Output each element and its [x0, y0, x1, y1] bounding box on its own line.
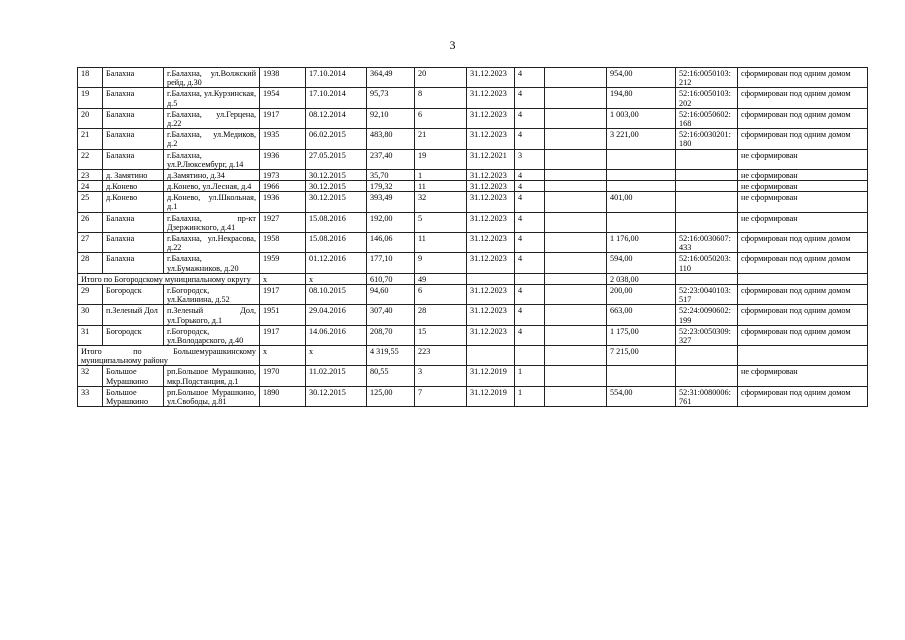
cadastral-number-cell [676, 192, 738, 212]
blank-cell-cell [545, 108, 607, 128]
register-table-body [78, 68, 868, 407]
table-row [78, 253, 868, 273]
area-cell: 35,70 [367, 169, 415, 180]
address-cell: г.Балахна, ул.Волжский рейд, д.30 [164, 68, 260, 88]
blank-cell-cell [545, 149, 607, 169]
land-plot-status-cell: не сформирован [738, 366, 868, 386]
subtotal-label-cell: Итого по Большемурашкинскому муниципальному району [78, 346, 260, 366]
recognition-date-cell: 17.10.2014 [306, 88, 367, 108]
settlement-cell: Балахна [103, 233, 164, 253]
stage-cell: 4 [515, 129, 545, 149]
cadastral-number-cell [676, 346, 738, 366]
recognition-date-cell: 06.02.2015 [306, 129, 367, 149]
build-year-cell: 1935 [260, 129, 306, 149]
settlement-cell: д. Замятино [103, 169, 164, 180]
address-cell: рп.Большое Мурашкино, ул.Свободы, д.81 [164, 386, 260, 406]
recognition-date-cell: 30.12.2015 [306, 386, 367, 406]
settlement-cell: Богородск [103, 284, 164, 304]
residents-count-cell: 15 [415, 325, 467, 345]
stage-cell: 4 [515, 181, 545, 192]
row-number-cell: 29 [78, 284, 103, 304]
cadastral-number-cell: 52:16:0050103:212 [676, 68, 738, 88]
recognition-date-cell: 08.12.2014 [306, 108, 367, 128]
residents-count-cell: 20 [415, 68, 467, 88]
resettlement-deadline-cell: 31.12.2023 [467, 129, 515, 149]
cadastral-number-cell [676, 273, 738, 284]
table-row [78, 192, 868, 212]
table-row [78, 88, 868, 108]
residents-count-cell: 28 [415, 305, 467, 325]
stage-cell: 4 [515, 68, 545, 88]
settlement-cell: Большое Мурашкино [103, 386, 164, 406]
build-year-cell: 1890 [260, 386, 306, 406]
build-year-cell: 1959 [260, 253, 306, 273]
area-cell: 95,73 [367, 88, 415, 108]
blank-cell-cell [545, 88, 607, 108]
resettlement-deadline-cell [467, 273, 515, 284]
table-row [78, 68, 868, 88]
row-number-cell: 27 [78, 233, 103, 253]
area-cell: 146,06 [367, 233, 415, 253]
table-row [78, 233, 868, 253]
build-year-cell: 1973 [260, 169, 306, 180]
table-row [78, 169, 868, 180]
row-number-cell: 21 [78, 129, 103, 149]
resettlement-deadline-cell: 31.12.2023 [467, 233, 515, 253]
land-plot-status-cell: не сформирован [738, 212, 868, 232]
row-number-cell: 25 [78, 192, 103, 212]
blank-cell-cell [545, 233, 607, 253]
area-cell: 80,55 [367, 366, 415, 386]
residents-count-cell: 11 [415, 233, 467, 253]
stage-cell: 4 [515, 325, 545, 345]
cost-cell [607, 366, 676, 386]
cadastral-number-cell: 52:23:0040103:517 [676, 284, 738, 304]
residents-count-cell: 19 [415, 149, 467, 169]
table-row [78, 305, 868, 325]
row-number-cell: 20 [78, 108, 103, 128]
cadastral-number-cell: 52:23:0050309:327 [676, 325, 738, 345]
table-row [78, 108, 868, 128]
build-year-cell: 1917 [260, 108, 306, 128]
cost-cell: 1 176,00 [607, 233, 676, 253]
address-cell: г.Балахна, ул.Герцена, д.22 [164, 108, 260, 128]
recognition-date-cell: 27.05.2015 [306, 149, 367, 169]
subtotal-row [78, 273, 868, 284]
row-number-cell: 30 [78, 305, 103, 325]
address-cell: г.Балахна, ул.Бумажников, д.20 [164, 253, 260, 273]
cost-cell: 954,00 [607, 68, 676, 88]
build-year-cell: 1936 [260, 149, 306, 169]
residents-count-cell: 21 [415, 129, 467, 149]
area-cell: 179,32 [367, 181, 415, 192]
cost-cell [607, 212, 676, 232]
address-cell: г.Балахна, пр-кт Дзержинского, д.41 [164, 212, 260, 232]
settlement-cell: п.Зеленый Дол [103, 305, 164, 325]
address-cell: г.Балахна, ул.Курзинская, д.5 [164, 88, 260, 108]
table-row [78, 149, 868, 169]
build-year-cell: 1951 [260, 305, 306, 325]
cost-cell: 3 221,00 [607, 129, 676, 149]
recognition-date-cell: 17.10.2014 [306, 68, 367, 88]
blank-cell-cell [545, 305, 607, 325]
stage-cell: 1 [515, 386, 545, 406]
residents-count-cell: 3 [415, 366, 467, 386]
settlement-cell: д.Конево [103, 192, 164, 212]
cadastral-number-cell [676, 181, 738, 192]
blank-cell-cell [545, 386, 607, 406]
cadastral-number-cell: 52:31:0080006:761 [676, 386, 738, 406]
row-number-cell: 18 [78, 68, 103, 88]
recognition-date-cell: 30.12.2015 [306, 181, 367, 192]
recognition-date-cell: 15.08.2016 [306, 212, 367, 232]
recognition-date-cell: х [306, 273, 367, 284]
resettlement-deadline-cell: 31.12.2019 [467, 386, 515, 406]
area-cell: 177,10 [367, 253, 415, 273]
stage-cell: 4 [515, 108, 545, 128]
build-year-cell: 1938 [260, 68, 306, 88]
stage-cell: 4 [515, 88, 545, 108]
address-cell: г.Балахна, ул.Некрасова, д.22 [164, 233, 260, 253]
area-cell: 364,49 [367, 68, 415, 88]
resettlement-deadline-cell: 31.12.2023 [467, 169, 515, 180]
build-year-cell: 1936 [260, 192, 306, 212]
area-cell: 610,70 [367, 273, 415, 284]
cost-cell: 554,00 [607, 386, 676, 406]
land-plot-status-cell: не сформирован [738, 192, 868, 212]
blank-cell-cell [545, 253, 607, 273]
residents-count-cell: 32 [415, 192, 467, 212]
land-plot-status-cell: сформирован под одним домом [738, 68, 868, 88]
address-cell: п.Зеленый Дол, ул.Горького, д.1 [164, 305, 260, 325]
residents-count-cell: 1 [415, 169, 467, 180]
resettlement-deadline-cell: 31.12.2021 [467, 149, 515, 169]
land-plot-status-cell: не сформирован [738, 149, 868, 169]
settlement-cell: Балахна [103, 253, 164, 273]
stage-cell: 4 [515, 212, 545, 232]
resettlement-deadline-cell: 31.12.2023 [467, 88, 515, 108]
resettlement-deadline-cell: 31.12.2023 [467, 192, 515, 212]
stage-cell [515, 273, 545, 284]
residents-count-cell: 8 [415, 88, 467, 108]
cadastral-number-cell [676, 366, 738, 386]
cost-cell: 1 175,00 [607, 325, 676, 345]
address-cell: рп.Большое Мурашкино, мкр.Подстанция, д.1 [164, 366, 260, 386]
settlement-cell: Богородск [103, 325, 164, 345]
cost-cell: 663,00 [607, 305, 676, 325]
table-row [78, 181, 868, 192]
table-row [78, 366, 868, 386]
land-plot-status-cell: сформирован под одним домом [738, 305, 868, 325]
land-plot-status-cell: не сформирован [738, 169, 868, 180]
subtotal-row [78, 346, 868, 366]
resettlement-deadline-cell: 31.12.2023 [467, 212, 515, 232]
area-cell: 94,60 [367, 284, 415, 304]
residents-count-cell: 6 [415, 108, 467, 128]
settlement-cell: Балахна [103, 108, 164, 128]
build-year-cell: 1917 [260, 284, 306, 304]
recognition-date-cell: х [306, 346, 367, 366]
residents-count-cell: 9 [415, 253, 467, 273]
cadastral-number-cell: 52:16:0050203:110 [676, 253, 738, 273]
area-cell: 208,70 [367, 325, 415, 345]
row-number-cell: 32 [78, 366, 103, 386]
blank-cell-cell [545, 325, 607, 345]
residents-count-cell: 5 [415, 212, 467, 232]
stage-cell: 4 [515, 233, 545, 253]
land-plot-status-cell: сформирован под одним домом [738, 253, 868, 273]
cost-cell: 7 215,00 [607, 346, 676, 366]
area-cell: 307,40 [367, 305, 415, 325]
cost-cell: 2 038,00 [607, 273, 676, 284]
subtotal-label-cell: Итого по Богородскому муниципальному округу [78, 273, 260, 284]
land-plot-status-cell: сформирован под одним домом [738, 129, 868, 149]
address-cell: г.Балахна, ул.Медиков, д.2 [164, 129, 260, 149]
settlement-cell: Балахна [103, 149, 164, 169]
area-cell: 125,00 [367, 386, 415, 406]
resettlement-deadline-cell [467, 346, 515, 366]
table-row [78, 386, 868, 406]
settlement-cell: Балахна [103, 212, 164, 232]
cadastral-number-cell: 52:16:0050103:202 [676, 88, 738, 108]
stage-cell: 4 [515, 192, 545, 212]
resettlement-deadline-cell: 31.12.2023 [467, 305, 515, 325]
stage-cell: 4 [515, 169, 545, 180]
resettlement-deadline-cell: 31.12.2023 [467, 253, 515, 273]
row-number-cell: 31 [78, 325, 103, 345]
cadastral-number-cell: 52:16:0050602:168 [676, 108, 738, 128]
stage-cell: 4 [515, 305, 545, 325]
stage-cell: 3 [515, 149, 545, 169]
cost-cell: 200,00 [607, 284, 676, 304]
recognition-date-cell: 29.04.2016 [306, 305, 367, 325]
residents-count-cell: 11 [415, 181, 467, 192]
recognition-date-cell: 14.06.2016 [306, 325, 367, 345]
row-number-cell: 19 [78, 88, 103, 108]
residents-count-cell: 49 [415, 273, 467, 284]
build-year-cell: 1954 [260, 88, 306, 108]
table-row [78, 325, 868, 345]
cadastral-number-cell [676, 169, 738, 180]
area-cell: 92,10 [367, 108, 415, 128]
stage-cell: 1 [515, 366, 545, 386]
area-cell: 483,80 [367, 129, 415, 149]
cost-cell [607, 169, 676, 180]
cadastral-number-cell: 52:16:0030607:433 [676, 233, 738, 253]
land-plot-status-cell: сформирован под одним домом [738, 233, 868, 253]
settlement-cell: Большое Мурашкино [103, 366, 164, 386]
table-row [78, 129, 868, 149]
land-plot-status-cell: сформирован под одним домом [738, 386, 868, 406]
page-number: 3 [449, 38, 456, 52]
area-cell: 192,00 [367, 212, 415, 232]
build-year-cell: х [260, 346, 306, 366]
cadastral-number-cell [676, 149, 738, 169]
stage-cell [515, 346, 545, 366]
blank-cell-cell [545, 68, 607, 88]
blank-cell-cell [545, 181, 607, 192]
cadastral-number-cell: 52:16:0030201:180 [676, 129, 738, 149]
row-number-cell: 22 [78, 149, 103, 169]
cost-cell: 401,00 [607, 192, 676, 212]
resettlement-deadline-cell: 31.12.2023 [467, 68, 515, 88]
area-cell: 237,40 [367, 149, 415, 169]
settlement-cell: Балахна [103, 88, 164, 108]
resettlement-deadline-cell: 31.12.2023 [467, 325, 515, 345]
cadastral-number-cell [676, 212, 738, 232]
address-cell: г.Богородск, ул.Калинина, д.52 [164, 284, 260, 304]
build-year-cell: 1958 [260, 233, 306, 253]
blank-cell-cell [545, 169, 607, 180]
settlement-cell: д.Конево [103, 181, 164, 192]
row-number-cell: 26 [78, 212, 103, 232]
resettlement-deadline-cell: 31.12.2023 [467, 108, 515, 128]
blank-cell-cell [545, 192, 607, 212]
land-plot-status-cell: сформирован под одним домом [738, 108, 868, 128]
area-cell: 4 319,55 [367, 346, 415, 366]
resettlement-deadline-cell: 31.12.2023 [467, 284, 515, 304]
cost-cell [607, 149, 676, 169]
build-year-cell: х [260, 273, 306, 284]
address-cell: д.Конево, ул.Школьная, д.1 [164, 192, 260, 212]
residents-count-cell: 223 [415, 346, 467, 366]
resettlement-deadline-cell: 31.12.2023 [467, 181, 515, 192]
area-cell: 393,49 [367, 192, 415, 212]
address-cell: г.Балахна, ул.Р.Люксембург, д.14 [164, 149, 260, 169]
table-row [78, 284, 868, 304]
row-number-cell: 23 [78, 169, 103, 180]
land-plot-status-cell: сформирован под одним домом [738, 284, 868, 304]
recognition-date-cell: 30.12.2015 [306, 169, 367, 180]
cost-cell [607, 181, 676, 192]
recognition-date-cell: 11.02.2015 [306, 366, 367, 386]
row-number-cell: 28 [78, 253, 103, 273]
cost-cell: 594,00 [607, 253, 676, 273]
stage-cell: 4 [515, 284, 545, 304]
stage-cell: 4 [515, 253, 545, 273]
cost-cell: 1 003,00 [607, 108, 676, 128]
blank-cell-cell [545, 284, 607, 304]
build-year-cell: 1927 [260, 212, 306, 232]
land-plot-status-cell: сформирован под одним домом [738, 88, 868, 108]
recognition-date-cell: 15.08.2016 [306, 233, 367, 253]
row-number-cell: 24 [78, 181, 103, 192]
build-year-cell: 1966 [260, 181, 306, 192]
residents-count-cell: 7 [415, 386, 467, 406]
land-plot-status-cell: не сформирован [738, 181, 868, 192]
blank-cell-cell [545, 273, 607, 284]
resettlement-deadline-cell: 31.12.2019 [467, 366, 515, 386]
recognition-date-cell: 01.12.2016 [306, 253, 367, 273]
address-cell: д.Замятино, д.34 [164, 169, 260, 180]
recognition-date-cell: 30.12.2015 [306, 192, 367, 212]
row-number-cell: 33 [78, 386, 103, 406]
address-cell: г.Богородск, ул.Володарского, д.40 [164, 325, 260, 345]
settlement-cell: Балахна [103, 68, 164, 88]
blank-cell-cell [545, 346, 607, 366]
land-plot-status-cell: сформирован под одним домом [738, 325, 868, 345]
residents-count-cell: 6 [415, 284, 467, 304]
land-plot-status-cell [738, 346, 868, 366]
blank-cell-cell [545, 212, 607, 232]
cost-cell: 194,80 [607, 88, 676, 108]
land-plot-status-cell [738, 273, 868, 284]
build-year-cell: 1970 [260, 366, 306, 386]
blank-cell-cell [545, 129, 607, 149]
blank-cell-cell [545, 366, 607, 386]
table-row [78, 212, 868, 232]
address-cell: д.Конево, ул.Лесная, д.4 [164, 181, 260, 192]
register-table [77, 67, 868, 407]
cadastral-number-cell: 52:24:0090602:199 [676, 305, 738, 325]
settlement-cell: Балахна [103, 129, 164, 149]
recognition-date-cell: 08.10.2015 [306, 284, 367, 304]
build-year-cell: 1917 [260, 325, 306, 345]
